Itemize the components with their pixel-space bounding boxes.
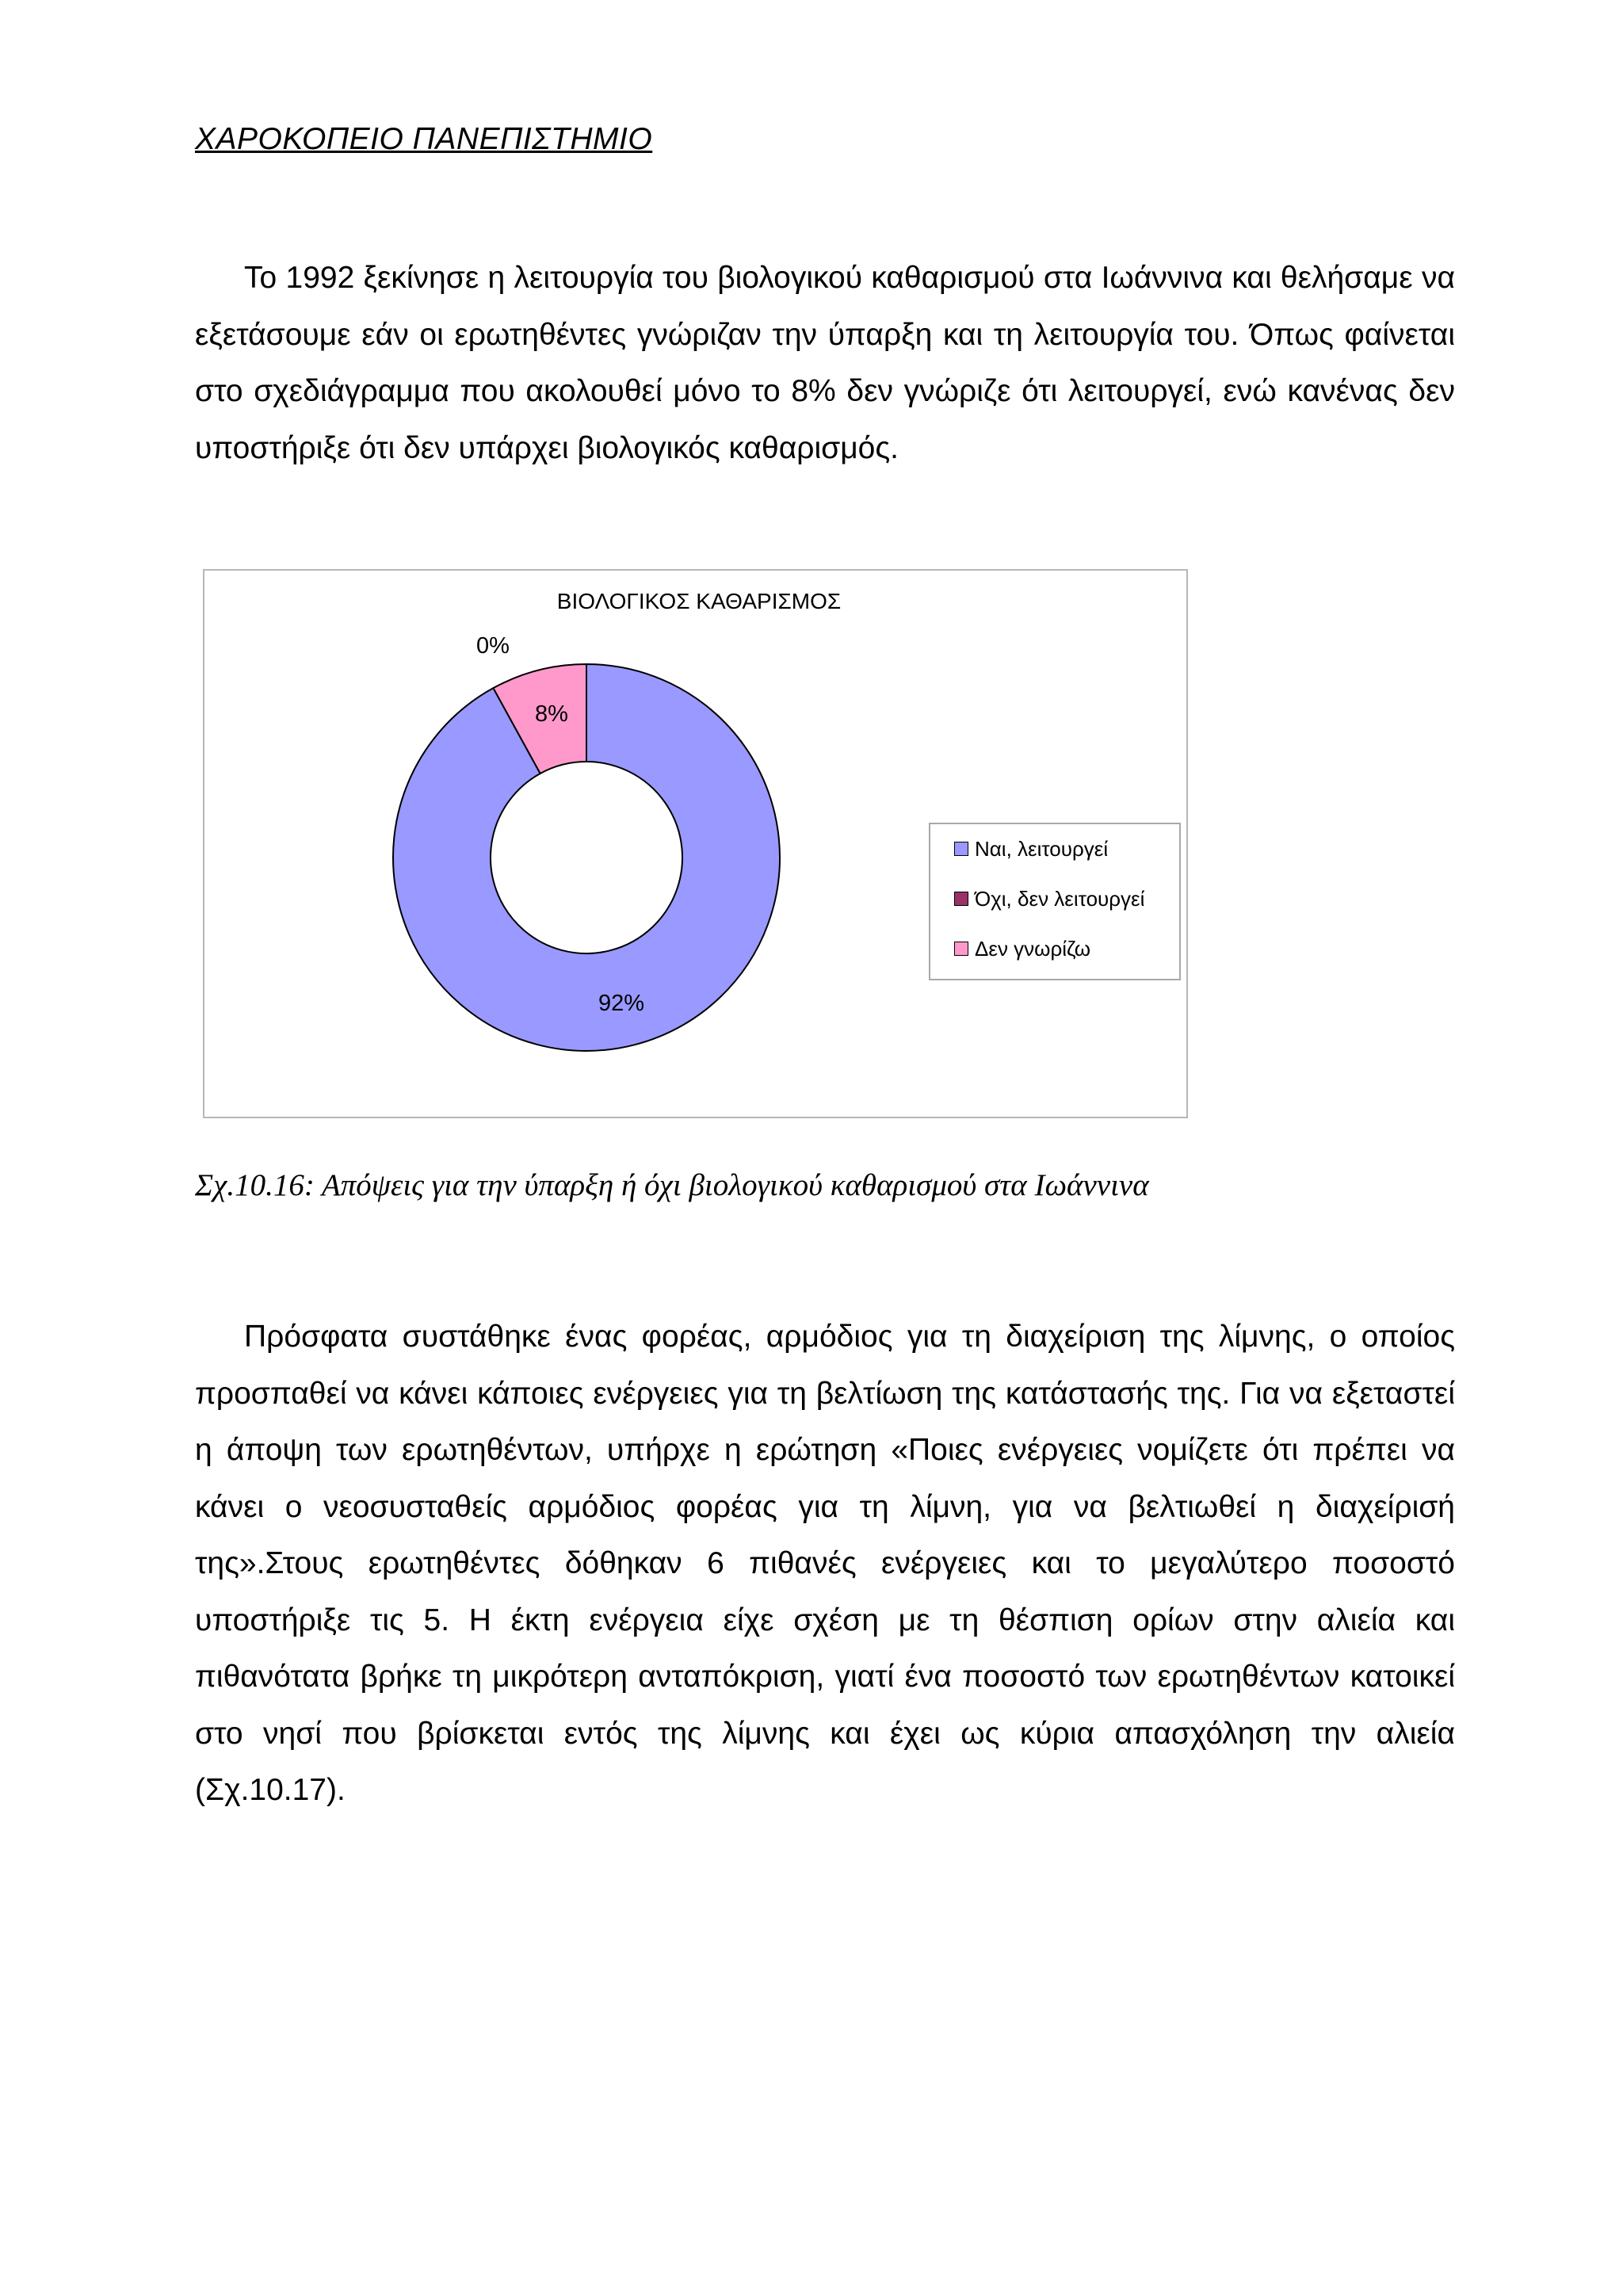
chart-frame [203, 569, 1188, 1118]
legend-swatch-icon [954, 942, 968, 956]
paragraph-intro: Το 1992 ξεκίνησε η λειτουργία του βιολογικού καθαρισμού στα Ιωάννινα και θελήσαμε να εξετάσουμε εάν οι ερωτηθέντες γνώριζαν την ύπαρξη και τη λειτουργία του. Όπως φαίνεται στο σχεδιάγραμμα που ακολουθεί μόνο το 8% δεν γνώριζε ότι λειτουργεί, ενώ κανένας δεν υποστήριξε ότι δεν υπάρχει βιολογικός καθαρισμός. [195, 261, 1455, 465]
legend-item [954, 937, 1090, 961]
legend-label: Όχι, δεν λειτουργεί [975, 886, 1145, 911]
legend-label: Δεν γνωρίζω [975, 936, 1091, 961]
chart-legend [929, 823, 1181, 980]
data-label: 92% [598, 991, 645, 1016]
legend-swatch-icon [954, 892, 968, 906]
legend-item [954, 837, 1108, 861]
legend-item [954, 887, 1144, 911]
university-header: ΧΑΡΟΚΟΠΕΙΟ ΠΑΝΕΠΙΣΤΗΜΙΟ [195, 122, 653, 156]
legend-swatch-icon [954, 842, 968, 856]
paragraph-management: Πρόσφατα συστάθηκε ένας φορέας, αρμόδιος για τη διαχείριση της λίμνης, ο οποίος προσπαθεί να κάνει κάποιες ενέργειες για τη βελτίωση της κατάστασής της. Για να εξεταστεί η άποψη των ερωτηθέντων, υπήρχε η ερώτηση «Ποιες ενέργειες νομίζετε ότι πρέπει να κάνει ο νεοσυσταθείς αρμόδιος φορέας για τη λίμνη, για να βελτιωθεί η διαχείρισή της».Στους ερωτηθέντες δόθηκαν 6 πιθανές ενέργειες και το μεγαλύτερο ποσοστό υποστήριξε τις 5. Η έκτη ενέργεια είχε σχέση με τη θέσπιση ορίων στην αλιεία και πιθανότατα βρήκε τη μικρότερη ανταπόκριση, γιατί ένα ποσοστό των ερωτηθέντων κατοικεί στο νησί που βρίσκεται εντός της λίμνης και έχει ως κύρια απασχόληση την αλιεία (Σχ.10.17). [195, 1320, 1455, 1807]
figure-caption: Σχ.10.16: Απόψεις για την ύπαρξη ή όχι βιολογικού καθαρισμού στα Ιωάννινα [195, 1168, 1149, 1202]
legend-label: Ναι, λειτουργεί [975, 836, 1109, 861]
data-label: 8% [535, 701, 568, 727]
chart-title: ΒΙΟΛΟΓΙΚΟΣ ΚΑΘΑΡΙΣΜΟΣ [556, 589, 842, 613]
data-label: 0% [476, 633, 510, 659]
